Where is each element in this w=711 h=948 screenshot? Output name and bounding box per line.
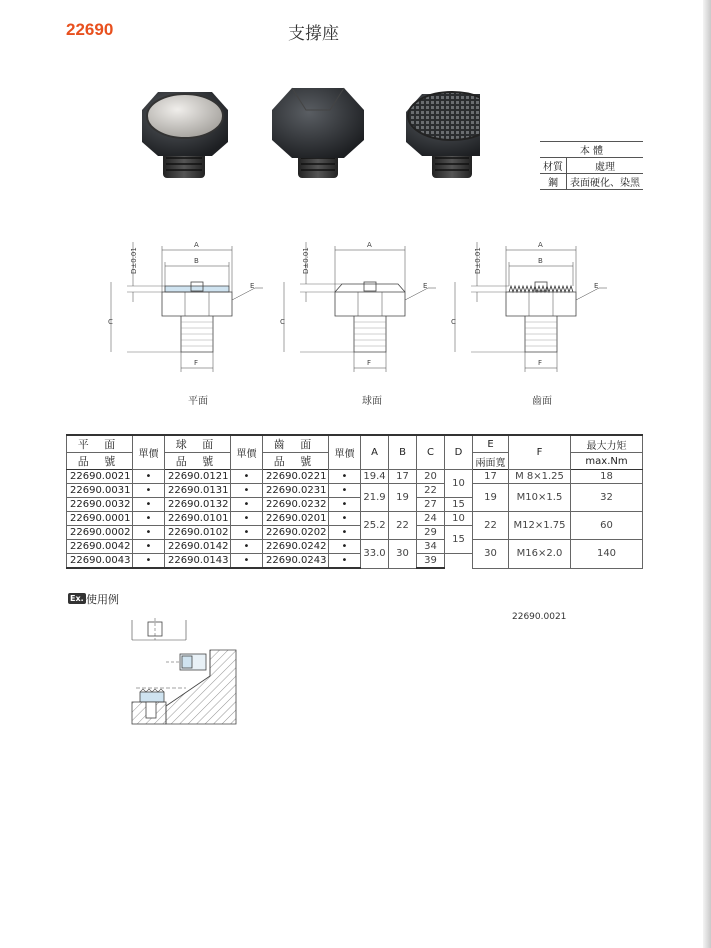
price-cell: • bbox=[329, 498, 361, 512]
treatment-value: 表面硬化、染黑 bbox=[567, 174, 644, 190]
table-row bbox=[67, 512, 643, 526]
example-label: 使用例 bbox=[86, 593, 119, 606]
cell-torque: 18 bbox=[571, 470, 643, 484]
dim-label-c: C bbox=[108, 318, 113, 326]
caption-ball: 球面 bbox=[362, 396, 382, 407]
part-no-flat: 22690.0001 bbox=[67, 512, 133, 526]
part-no-tooth: 22690.0231 bbox=[263, 484, 329, 498]
treatment-col-label: 處理 bbox=[567, 158, 644, 174]
part-no-tooth: 22690.0242 bbox=[263, 540, 329, 554]
part-no-tooth: 22690.0243 bbox=[263, 554, 329, 569]
table-row bbox=[67, 470, 643, 484]
dim-label-a: A bbox=[194, 241, 199, 249]
cell-a: 21.9 bbox=[361, 484, 389, 512]
part-no-tooth: 22690.0232 bbox=[263, 498, 329, 512]
dim-label-e: E bbox=[594, 282, 599, 290]
part-no-ball: 22690.0101 bbox=[165, 512, 231, 526]
part-no-ball: 22690.0121 bbox=[165, 470, 231, 484]
dim-label-d: D±0.01 bbox=[130, 247, 138, 274]
usage-example-drawing bbox=[126, 616, 246, 726]
product-photos bbox=[130, 80, 480, 190]
dim-label-f: F bbox=[538, 359, 543, 367]
dim-label-d: D±0.01 bbox=[302, 247, 310, 274]
price-cell: • bbox=[133, 498, 165, 512]
cell-c: 27 bbox=[417, 498, 445, 512]
example-part-no: 22690.0021 bbox=[512, 612, 567, 622]
table-row bbox=[67, 540, 643, 554]
spec-table bbox=[66, 434, 643, 569]
part-no-tooth: 22690.0221 bbox=[263, 470, 329, 484]
price-cell: • bbox=[329, 470, 361, 484]
header-tooth: 齒 面 bbox=[263, 435, 329, 453]
cell-torque: 140 bbox=[571, 540, 643, 569]
dim-label-f: F bbox=[367, 359, 372, 367]
header-torque-unit: max.Nm bbox=[571, 453, 643, 470]
price-cell: • bbox=[231, 470, 263, 484]
price-cell: • bbox=[329, 484, 361, 498]
part-no-tooth: 22690.0201 bbox=[263, 512, 329, 526]
cell-c: 24 bbox=[417, 512, 445, 526]
dim-label-b: B bbox=[194, 257, 199, 265]
cell-b: 19 bbox=[389, 484, 417, 512]
cell-a: 33.0 bbox=[361, 540, 389, 569]
cell-a: 25.2 bbox=[361, 512, 389, 540]
caption-tooth: 齒面 bbox=[532, 396, 552, 407]
cell-b: 17 bbox=[389, 470, 417, 484]
cell-d: 15 bbox=[445, 498, 473, 512]
dim-label-a: A bbox=[367, 241, 372, 249]
price-cell: • bbox=[231, 554, 263, 569]
cell-d: 10 bbox=[445, 470, 473, 498]
part-no-tooth: 22690.0202 bbox=[263, 526, 329, 540]
cell-c: 20 bbox=[417, 470, 445, 484]
header-a: A bbox=[361, 435, 389, 470]
price-cell: • bbox=[231, 526, 263, 540]
material-value: 鋼 bbox=[540, 174, 567, 190]
part-no-flat: 22690.0042 bbox=[67, 540, 133, 554]
price-cell: • bbox=[231, 512, 263, 526]
dim-label-e: E bbox=[250, 282, 255, 290]
header-part-no: 品 號 bbox=[67, 453, 133, 470]
cell-e: 19 bbox=[473, 484, 509, 512]
price-cell: • bbox=[133, 470, 165, 484]
header-c: C bbox=[417, 435, 445, 470]
price-cell: • bbox=[133, 484, 165, 498]
header-d: D bbox=[445, 435, 473, 470]
part-no-flat: 22690.0021 bbox=[67, 470, 133, 484]
dim-label-a: A bbox=[538, 241, 543, 249]
cell-e: 30 bbox=[473, 540, 509, 569]
cell-e: 22 bbox=[473, 512, 509, 540]
price-cell: • bbox=[329, 512, 361, 526]
price-cell: • bbox=[231, 498, 263, 512]
cell-b: 30 bbox=[389, 540, 417, 569]
part-no-ball: 22690.0131 bbox=[165, 484, 231, 498]
dim-label-c: C bbox=[280, 318, 285, 326]
dim-label-e: E bbox=[423, 282, 428, 290]
product-code: 22690 bbox=[66, 20, 114, 39]
price-cell: • bbox=[329, 540, 361, 554]
cell-c: 34 bbox=[417, 540, 445, 554]
cell-c: 39 bbox=[417, 554, 445, 569]
part-no-flat: 22690.0031 bbox=[67, 484, 133, 498]
cell-torque: 32 bbox=[571, 484, 643, 512]
part-no-ball: 22690.0132 bbox=[165, 498, 231, 512]
price-cell: • bbox=[133, 540, 165, 554]
cell-f: M16×2.0 bbox=[509, 540, 571, 569]
header-part-no: 品 號 bbox=[165, 453, 231, 470]
header-price: 單價 bbox=[133, 435, 165, 470]
price-cell: • bbox=[231, 484, 263, 498]
part-no-ball: 22690.0142 bbox=[165, 540, 231, 554]
cell-f: M12×1.75 bbox=[509, 512, 571, 540]
header-e-sub: 兩面寬 bbox=[473, 453, 509, 470]
page-edge-shadow bbox=[703, 0, 711, 948]
technical-drawings bbox=[100, 238, 620, 388]
header-price: 單價 bbox=[329, 435, 361, 470]
table-row bbox=[67, 484, 643, 498]
cell-c: 29 bbox=[417, 526, 445, 540]
page-title: 支撐座 bbox=[288, 24, 339, 44]
dim-label-f: F bbox=[194, 359, 199, 367]
material-heading: 本 體 bbox=[540, 142, 643, 158]
header-b: B bbox=[389, 435, 417, 470]
dim-label-d: D±0.01 bbox=[474, 247, 482, 274]
price-cell: • bbox=[133, 512, 165, 526]
dim-label-b: B bbox=[538, 257, 543, 265]
part-no-ball: 22690.0143 bbox=[165, 554, 231, 569]
flat-pad-photo bbox=[142, 92, 228, 178]
header-part-no: 品 號 bbox=[263, 453, 329, 470]
cell-e: 17 bbox=[473, 470, 509, 484]
price-cell: • bbox=[329, 526, 361, 540]
material-col-label: 材質 bbox=[540, 158, 567, 174]
cell-d: 10 bbox=[445, 512, 473, 526]
price-cell: • bbox=[133, 554, 165, 569]
dim-label-c: C bbox=[451, 318, 456, 326]
example-badge: Ex. bbox=[70, 594, 84, 603]
price-cell: • bbox=[329, 554, 361, 569]
cell-d: 15 bbox=[445, 526, 473, 554]
header-ball: 球 面 bbox=[165, 435, 231, 453]
header-price: 單價 bbox=[231, 435, 263, 470]
part-no-ball: 22690.0102 bbox=[165, 526, 231, 540]
tooth-pad-photo bbox=[406, 92, 480, 178]
price-cell: • bbox=[231, 540, 263, 554]
cell-f: M 8×1.25 bbox=[509, 470, 571, 484]
part-no-flat: 22690.0002 bbox=[67, 526, 133, 540]
cell-b: 22 bbox=[389, 512, 417, 540]
header-torque: 最大力矩 bbox=[571, 435, 643, 453]
material-table bbox=[540, 141, 643, 190]
cell-torque: 60 bbox=[571, 512, 643, 540]
cell-f: M10×1.5 bbox=[509, 484, 571, 512]
part-no-flat: 22690.0032 bbox=[67, 498, 133, 512]
ball-pad-photo bbox=[272, 88, 364, 178]
caption-flat: 平面 bbox=[188, 396, 208, 407]
cell-c: 22 bbox=[417, 484, 445, 498]
cell-a: 19.4 bbox=[361, 470, 389, 484]
price-cell: • bbox=[133, 526, 165, 540]
header-flat: 平 面 bbox=[67, 435, 133, 453]
header-e: E bbox=[473, 435, 509, 453]
part-no-flat: 22690.0043 bbox=[67, 554, 133, 569]
header-f: F bbox=[509, 435, 571, 470]
